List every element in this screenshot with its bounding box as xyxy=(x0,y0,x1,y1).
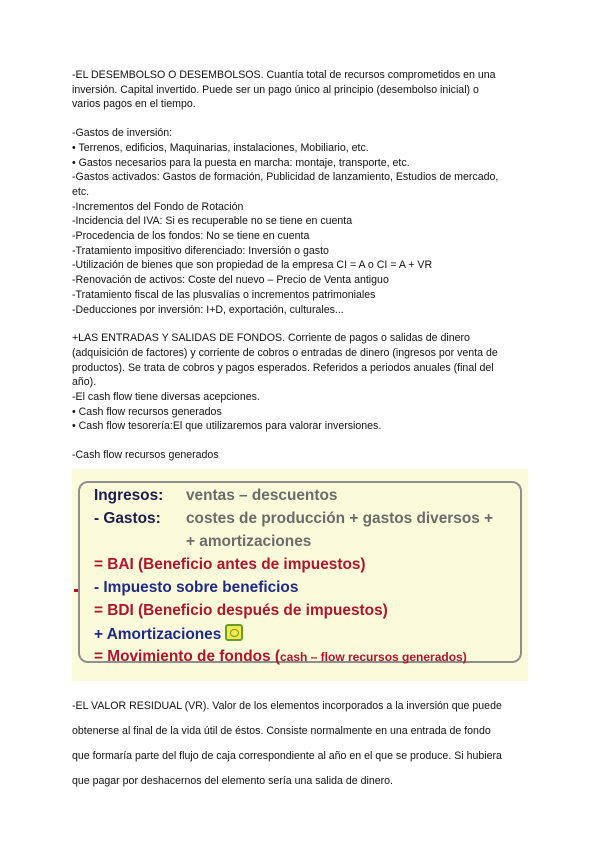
document-body xyxy=(72,68,528,463)
section-valor-residual xyxy=(72,688,528,800)
section-gastos-inversion xyxy=(72,126,528,317)
text-line: productos). Se trata de cobros y pagos esperados. Referidos a periodos anuales (final del xyxy=(72,361,494,374)
text-line: año). xyxy=(72,376,97,389)
movimiento-note: cash – flow recursos generados) xyxy=(279,650,467,664)
text-line: +LAS ENTRADAS Y SALIDAS DE FONDOS. Corriente de pagos o salidas de dinero xyxy=(72,332,470,345)
text-line: • Cash flow tesorería:El que utilizaremos para valorar inversiones. xyxy=(72,420,382,433)
note-icon[interactable] xyxy=(225,624,243,641)
ingresos-row xyxy=(94,486,338,506)
impuesto-row: - Impuesto sobre beneficios xyxy=(94,579,299,596)
movimiento-row xyxy=(94,647,467,667)
text-line: • Gastos necesarios para la puesta en marcha: montaje, transporte, etc. xyxy=(72,156,410,169)
text-line: -Incidencia del IVA: Si es recuperable no se tiene en cuenta xyxy=(72,215,353,228)
text-line: -EL DESEMBOLSO O DESEMBOLSOS. Cuantía total de recursos comprometidos en una xyxy=(72,69,496,81)
cash-flow-box xyxy=(72,469,528,681)
text-line: varios pagos en el tiempo. xyxy=(72,98,196,111)
box-caption: -Cash flow recursos generados xyxy=(72,449,219,462)
amortizaciones-label: + Amortizaciones xyxy=(94,626,222,643)
gastos-value-2: + amortizaciones xyxy=(186,533,312,550)
text-line: • Cash flow recursos generados xyxy=(72,405,222,418)
text-line: (adquisición de factores) y corriente de cobros o entradas de dinero (ingresos por venta de xyxy=(72,346,498,359)
text-line: etc. xyxy=(72,185,90,198)
text-line: -El cash flow tiene diversas acepciones. xyxy=(72,391,260,404)
text-line: -Gastos de inversión: xyxy=(72,127,173,140)
gastos-label: - Gastos: xyxy=(94,510,161,527)
text-line: obtenerse al final de la vida útil de éstos. Consiste normalmente en una entrada de fondo xyxy=(72,724,491,737)
text-line: -Renovación de activos: Coste del nuevo – Precio de Venta antiguo xyxy=(72,274,389,287)
text-line: -Deducciones por inversión: I+D, exportación, culturales... xyxy=(72,303,344,316)
ingresos-value: ventas – descuentos xyxy=(186,487,338,504)
text-line: que formaría parte del flujo de caja correspondiente al año en el que se produce. Si hubiera xyxy=(72,750,502,763)
gastos-value: costes de producción + gastos diversos + xyxy=(186,510,494,527)
gastos-row xyxy=(94,509,494,529)
text-line: -Gastos activados: Gastos de formación, Publicidad de lanzamiento, Estudios de mercado, xyxy=(72,171,499,184)
text-line: -Procedencia de los fondos: No se tiene en cuenta xyxy=(72,230,310,243)
section-desembolso xyxy=(72,68,528,112)
cash-flow-frame xyxy=(78,481,522,663)
section-entradas-salidas xyxy=(72,331,528,434)
text-line: inversión. Capital invertido. Puede ser un pago único al principio (desembolso inicial) o xyxy=(72,83,479,96)
movimiento-label: = Movimiento de fondos ( xyxy=(94,648,280,665)
text-line: -EL VALOR RESIDUAL (VR). Valor de los elementos incorporados a la inversión que puede xyxy=(72,699,502,712)
ingresos-label: Ingresos: xyxy=(94,487,164,504)
text-line: -Tratamiento impositivo diferenciado: Inversión o gasto xyxy=(72,244,329,257)
text-line: • Terrenos, edificios, Maquinarias, instalaciones, Mobiliario, etc. xyxy=(72,141,369,154)
bdi-row: = BDI (Beneficio después de impuestos) xyxy=(94,602,388,619)
text-line: -Tratamiento fiscal de las plusvalías o incrementos patrimoniales xyxy=(72,288,376,301)
text-line: -Utilización de bienes que son propiedad de la empresa CI = A o CI = A + VR xyxy=(72,259,433,272)
amortizaciones-row xyxy=(94,624,243,645)
text-line: que pagar por deshacernos del elemento sería una salida de dinero. xyxy=(72,775,393,788)
bai-row: = BAI (Beneficio antes de impuestos) xyxy=(94,556,366,573)
text-line: -Incrementos del Fondo de Rotación xyxy=(72,200,244,213)
